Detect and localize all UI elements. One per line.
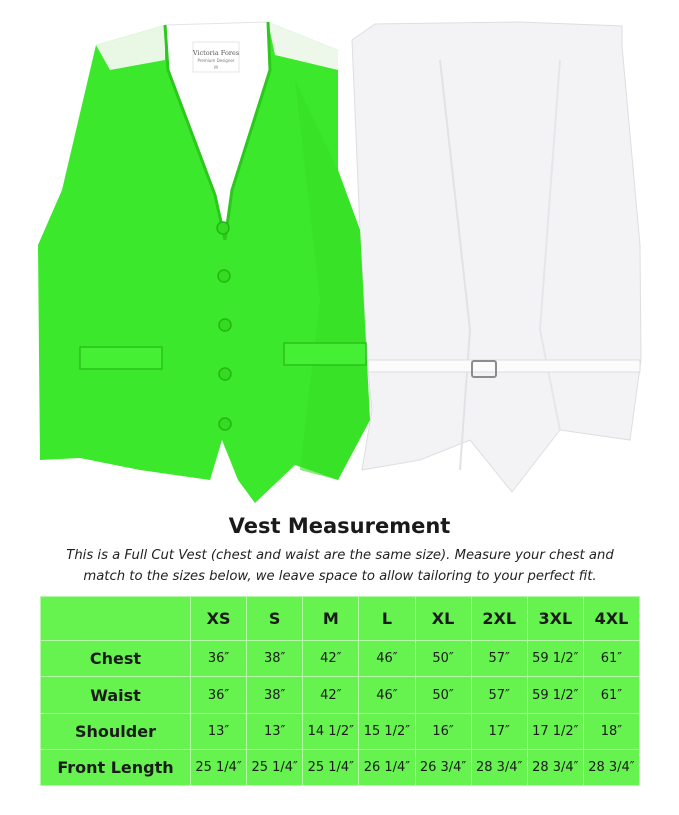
table-cell: 50″ bbox=[415, 677, 471, 713]
button-icon bbox=[219, 368, 231, 380]
table-cell: 59 1/2″ bbox=[527, 677, 583, 713]
table-cell: 57″ bbox=[471, 641, 527, 677]
table-cell: 18″ bbox=[583, 713, 639, 749]
table-cell: 59 1/2″ bbox=[527, 641, 583, 677]
button-icon bbox=[219, 319, 231, 331]
vest-front bbox=[38, 22, 370, 503]
table-cell: 26 1/4″ bbox=[359, 749, 415, 785]
table-cell: 38″ bbox=[247, 641, 303, 677]
vest-back bbox=[352, 22, 641, 492]
table-cell: 15 1/2″ bbox=[359, 713, 415, 749]
description-line-2: match to the sizes below, we leave space to allow tailoring to your perfect fit. bbox=[83, 569, 597, 584]
table-cell: 14 1/2″ bbox=[303, 713, 359, 749]
size-header: S bbox=[247, 597, 303, 641]
button-icon bbox=[219, 418, 231, 430]
table-cell: 25 1/4″ bbox=[191, 749, 247, 785]
button-icon bbox=[218, 270, 230, 282]
size-header: 2XL bbox=[471, 597, 527, 641]
table-cell: 61″ bbox=[583, 677, 639, 713]
size-header: XL bbox=[415, 597, 471, 641]
corner-cell bbox=[41, 597, 191, 641]
table-row-chest bbox=[41, 641, 640, 677]
row-label: Front Length bbox=[41, 749, 191, 785]
table-cell: 46″ bbox=[359, 641, 415, 677]
row-label: Chest bbox=[41, 641, 191, 677]
left-pocket bbox=[80, 347, 162, 369]
page-title: Vest Measurement bbox=[228, 514, 451, 538]
table-cell: 17″ bbox=[471, 713, 527, 749]
table-cell: 25 1/4″ bbox=[247, 749, 303, 785]
table-header-row bbox=[41, 597, 640, 641]
table-cell: 42″ bbox=[303, 677, 359, 713]
table-cell: 28 3/4″ bbox=[527, 749, 583, 785]
table-cell: 61″ bbox=[583, 641, 639, 677]
size-chart-table bbox=[40, 596, 640, 786]
table-cell: 50″ bbox=[415, 641, 471, 677]
table-cell: 17 1/2″ bbox=[527, 713, 583, 749]
table-cell: 36″ bbox=[191, 641, 247, 677]
table-row-shoulder bbox=[41, 713, 640, 749]
table-cell: 13″ bbox=[191, 713, 247, 749]
table-row-front-length bbox=[41, 749, 640, 785]
label-sub: Premium Designer bbox=[197, 58, 235, 63]
size-header: 3XL bbox=[527, 597, 583, 641]
table-row-waist bbox=[41, 677, 640, 713]
table-cell: 46″ bbox=[359, 677, 415, 713]
size-header: 4XL bbox=[583, 597, 639, 641]
size-header: M bbox=[303, 597, 359, 641]
table-cell: 25 1/4″ bbox=[303, 749, 359, 785]
table-cell: 16″ bbox=[415, 713, 471, 749]
label-size: M bbox=[214, 65, 218, 70]
table-cell: 13″ bbox=[247, 713, 303, 749]
table-cell: 28 3/4″ bbox=[471, 749, 527, 785]
description-line-1: This is a Full Cut Vest (chest and waist are the same size). Measure your chest and bbox=[66, 548, 614, 563]
description bbox=[40, 545, 640, 587]
right-pocket bbox=[284, 343, 366, 365]
row-label: Waist bbox=[41, 677, 191, 713]
label-brand: Victoria Fores bbox=[192, 49, 240, 57]
button-icon bbox=[217, 222, 229, 234]
table-cell: 28 3/4″ bbox=[583, 749, 639, 785]
row-label: Shoulder bbox=[41, 713, 191, 749]
table-cell: 42″ bbox=[303, 641, 359, 677]
table-cell: 57″ bbox=[471, 677, 527, 713]
table-cell: 26 3/4″ bbox=[415, 749, 471, 785]
size-header: XS bbox=[191, 597, 247, 641]
size-header: L bbox=[359, 597, 415, 641]
table-cell: 36″ bbox=[191, 677, 247, 713]
table-cell: 38″ bbox=[247, 677, 303, 713]
